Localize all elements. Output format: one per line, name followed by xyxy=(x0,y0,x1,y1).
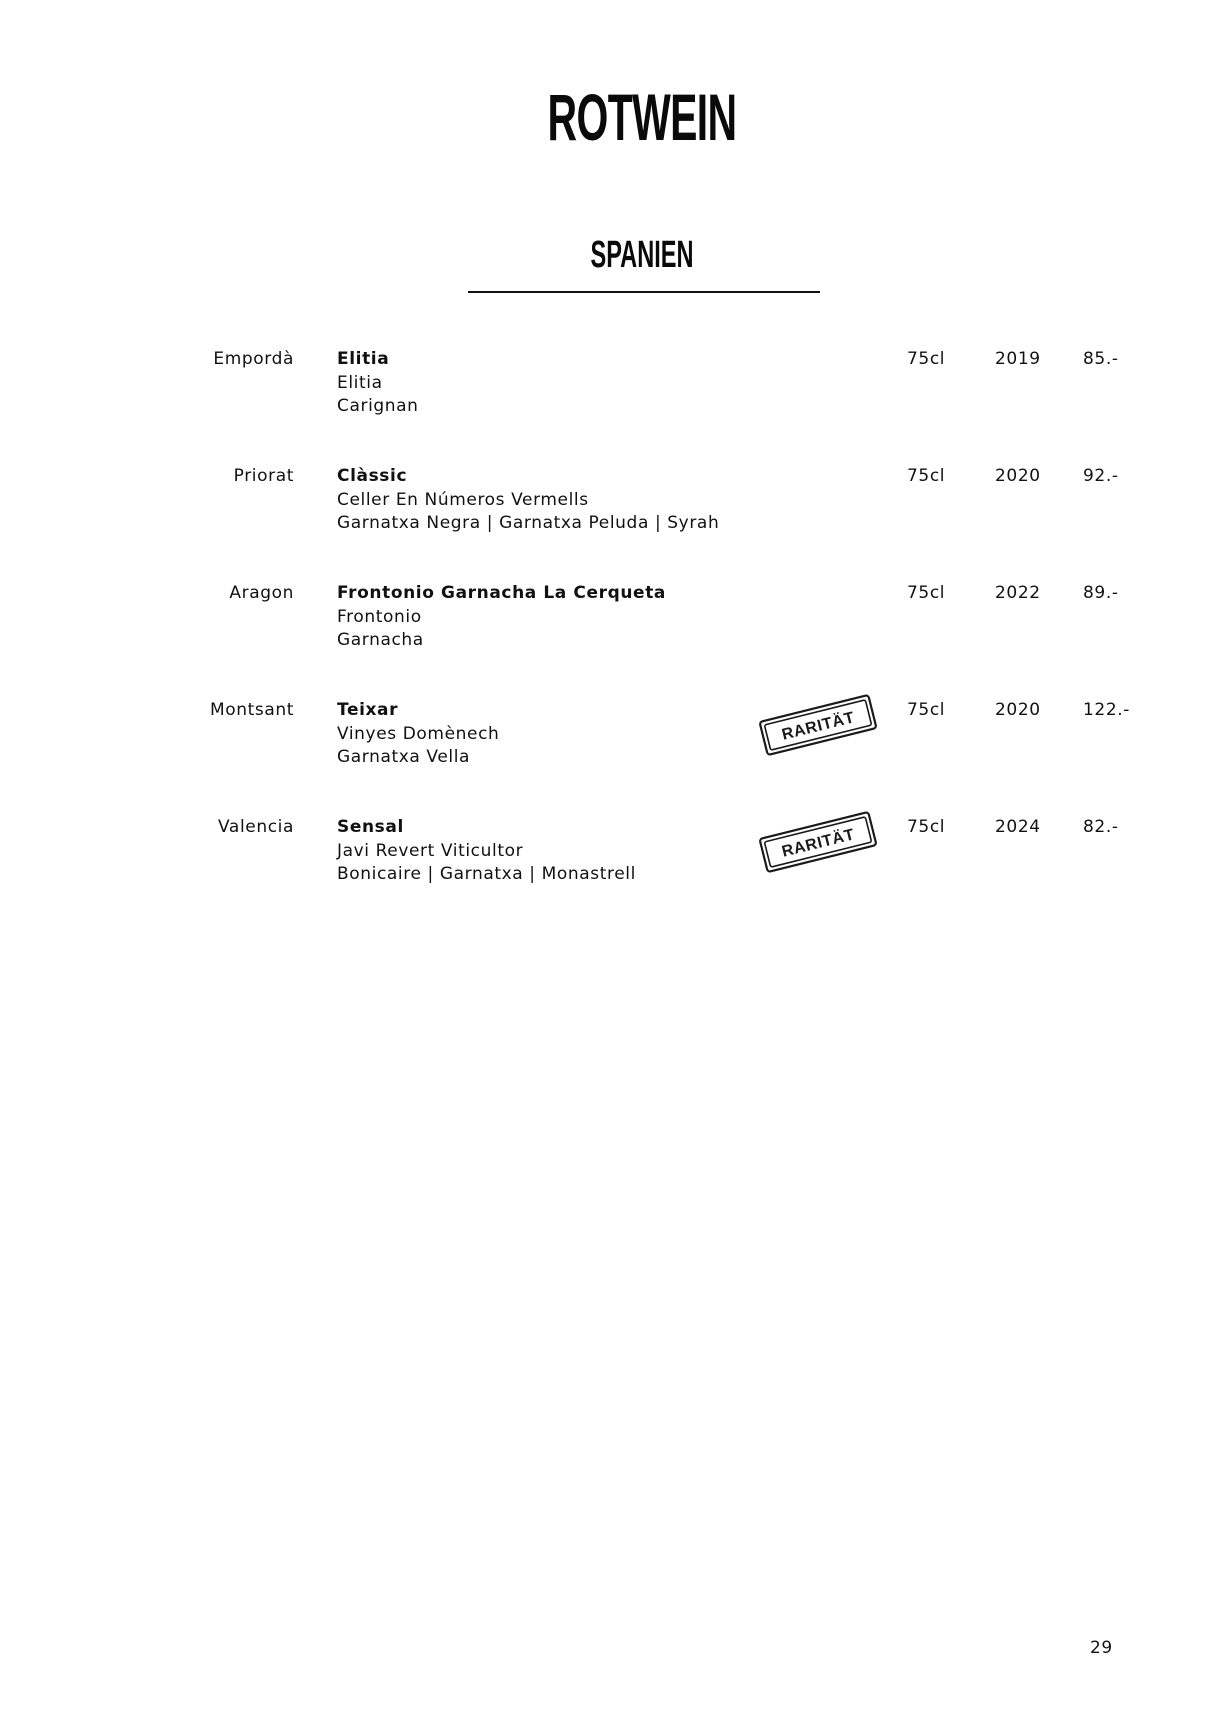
wine-name: Elitia xyxy=(337,349,390,369)
wine-size: 75cl xyxy=(907,583,946,603)
wine-grapes: Garnacha xyxy=(337,630,424,650)
wine-size: 75cl xyxy=(907,466,946,486)
wine-name: Sensal xyxy=(337,817,404,837)
wine-producer: Celler En Números Vermells xyxy=(337,489,589,510)
rarity-stamp xyxy=(757,809,879,876)
wine-producer: Elitia xyxy=(337,372,383,393)
rarity-stamp xyxy=(757,692,879,759)
wine-entry xyxy=(0,465,1222,545)
wine-name: Teixar xyxy=(337,700,399,720)
wine-year: 2024 xyxy=(995,817,1041,837)
stamp-label: RARITÄT xyxy=(780,826,857,861)
wine-year: 2019 xyxy=(995,349,1041,369)
wine-name: Frontonio Garnacha La Cerqueta xyxy=(337,583,666,603)
wine-region: Montsant xyxy=(209,700,294,720)
wine-details xyxy=(337,816,636,887)
wine-details xyxy=(337,465,719,536)
wine-entry xyxy=(0,699,1222,779)
page-title: ROTWEIN xyxy=(547,80,737,154)
wine-year: 2020 xyxy=(995,466,1041,486)
wine-size: 75cl xyxy=(907,700,946,720)
wine-year: 2022 xyxy=(995,583,1041,603)
stamp-label: RARITÄT xyxy=(780,709,857,744)
section-divider xyxy=(468,291,820,293)
wine-price: 89.- xyxy=(1083,583,1119,603)
wine-entry xyxy=(0,348,1222,428)
wine-region: Priorat xyxy=(233,466,294,486)
wine-producer: Javi Revert Viticultor xyxy=(337,840,524,861)
wine-details xyxy=(337,699,499,770)
wine-grapes: Bonicaire | Garnatxa | Monastrell xyxy=(337,864,636,884)
wine-producer: Vinyes Domènech xyxy=(337,723,500,744)
wine-grapes: Garnatxa Negra | Garnatxa Peluda | Syrah xyxy=(337,513,720,533)
wine-producer: Frontonio xyxy=(337,606,422,627)
wine-grapes: Carignan xyxy=(337,396,419,416)
wine-size: 75cl xyxy=(907,349,946,369)
wine-price: 82.- xyxy=(1083,817,1119,837)
wine-price: 122.- xyxy=(1083,700,1130,720)
wine-size: 75cl xyxy=(907,817,946,837)
wine-year: 2020 xyxy=(995,700,1041,720)
wine-price: 85.- xyxy=(1083,349,1119,369)
wine-region: Empordà xyxy=(213,349,294,369)
wine-region: Valencia xyxy=(218,817,294,837)
wine-grapes: Garnatxa Vella xyxy=(337,747,471,767)
wine-entry xyxy=(0,816,1222,896)
wine-details xyxy=(337,582,666,653)
wine-details xyxy=(337,348,419,419)
wine-entry xyxy=(0,582,1222,662)
wine-price: 92.- xyxy=(1083,466,1119,486)
section-title: SPANIEN xyxy=(590,234,694,276)
wine-region: Aragon xyxy=(229,583,294,603)
wine-name: Clàssic xyxy=(337,466,408,486)
page-number: 29 xyxy=(1090,1638,1113,1658)
